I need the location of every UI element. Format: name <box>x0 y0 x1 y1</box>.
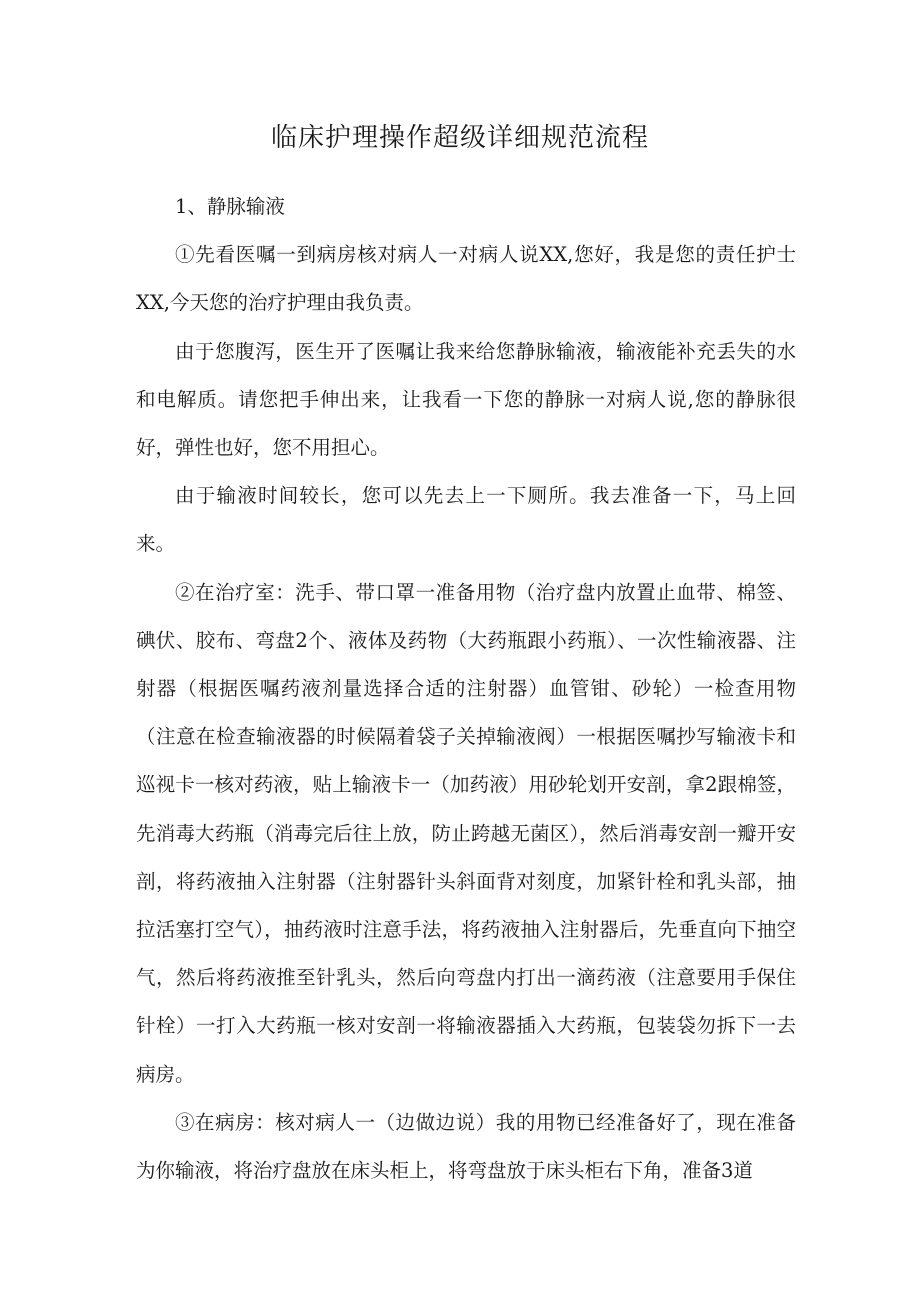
section-heading: 1、静脉输液 <box>175 195 285 218</box>
paragraph-3: 由于输液时间较长，您可以先去上一下厕所。我去准备一下，马上回来。 <box>136 484 796 556</box>
paragraph-5: ③在病房：核对病人一（边做边说）我的用物已经准备好了，现在准备为你输液，将治疗盘放在床头柜上，将弯盘放于床头柜右下角，准备3道 <box>136 1110 796 1183</box>
paragraph-1: ①先看医嘱一到病房核对病人一对病人说XX,您好，我是您的责任护士XX,今天您的治疗护理由我负责。 <box>136 243 796 315</box>
paragraph-2: 由于您腹泻，医生开了医嘱让我来给您静脉输液，输液能补充丢失的水和电解质。请您把手伸出来，让我看一下您的静脉一对病人说,您的静脉很好，弹性也好，您不用担心。 <box>136 339 796 460</box>
document-body <box>136 183 796 1195</box>
document-title: 临床护理操作超级详细规范流程 <box>270 123 649 153</box>
paragraph-4: ②在治疗室：洗手、带口罩一准备用物（治疗盘内放置止血带、棉签、碘伏、胶布、弯盘2个、液体及药物（大药瓶跟小药瓶）、一次性输液器、注射器（根据医嘱药液剂量选择合适的注射器）血管钳、砂轮）一检查用物（注意在检查输液器的时候隔着袋子关掉输液阀）一根据医嘱抄写输液卡和巡视卡一核对药液，贴上输液卡一（加药液）用砂轮划开安剖，拿2跟棉签，先消毒大药瓶（消毒完后往上放，防止跨越无菌区），然后消毒安剖一瓣开安剖，将药液抽入注射器（注射器针头斜面背对刻度，加紧针栓和乳头部，抽拉活塞打空气），抽药液时注意手法，将药液抽入注射器后，先垂直向下抽空气，然后将药液推至针乳头，然后向弯盘内打出一滴药液（注意要用手保住针栓）一打入大药瓶一核对安剖一将输液器插入大药瓶，包装袋勿拆下一去病房。 <box>136 580 796 1086</box>
